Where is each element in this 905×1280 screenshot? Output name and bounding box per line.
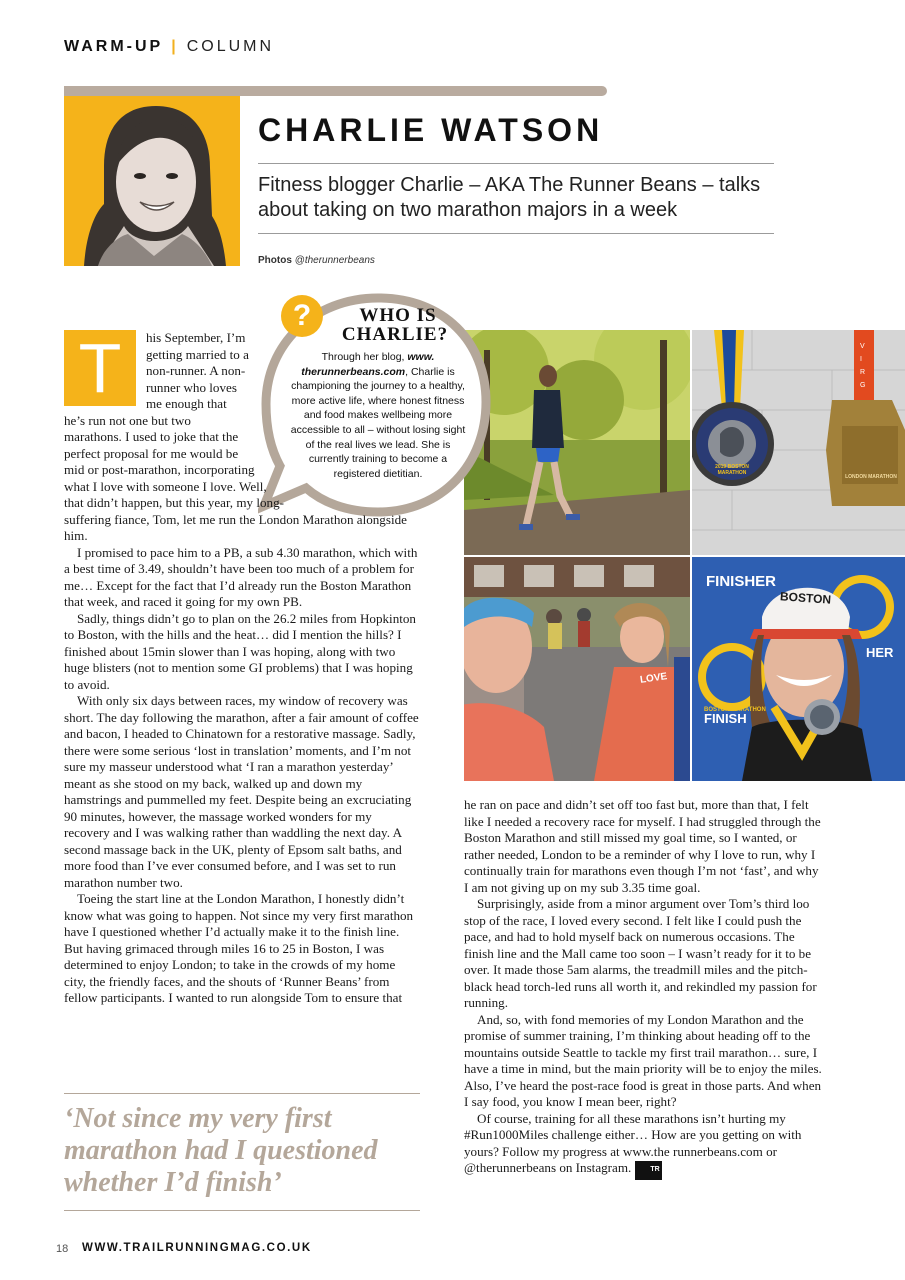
article-paragraph-6: he ran on pace and didn’t set off too fast but, more than that, I felt like I needed a recovery race for myself. I had struggled through the Boston Marathon and still missed my goal time, so I wanted, or rather needed, London to be a reminder of why I love to run, why I continually train for marathons even though I’m not ‘fast’, and why I am not giving up on my sub 3.35 time goal. (464, 797, 821, 895)
cap-text: BOSTON (779, 589, 832, 607)
article-paragraph-9-text: Of course, training for all these marathons isn’t hurting my #Run1000Miles challenge either… How are you getting on with yours? Follow my progress at www.the runnerbeans.com or @therunnerbeans on Instagram. (464, 1110, 802, 1175)
bubble-spacer (250, 330, 420, 500)
title-rule-top (258, 163, 774, 164)
medal-boston-text: 2019 BOSTON MARATHON (715, 464, 749, 476)
photo-credit (258, 255, 375, 266)
sidebar-title-line1: WHO IS (359, 305, 437, 326)
photo-credit-handle: @therunnerbeans (294, 255, 375, 266)
drop-cap-spacer (64, 330, 146, 412)
end-mark-badge: TR (635, 1161, 661, 1180)
article-paragraph-1: his September, I’m getting married to a non-runner. A non-runner who loves me enough that he’s run not one but two marathons. I used to joke that the perfect proposal for me would be mid or post-marathon, incorporating what I love with someone I love. Well, that didn’t happen, but this year, my long-suffering fiance, Tom, let me run the London Marathon alongside him. (64, 330, 407, 543)
pull-quote: ‘Not since my very first marathon had I questioned whether I’d finish’ (64, 1103, 378, 1198)
pullquote-rule-top (64, 1093, 420, 1094)
sidebar-body-pre: Through her blog, (321, 351, 408, 363)
finisher-text: FINISHER (706, 573, 777, 590)
pullquote-rule-bottom (64, 1210, 420, 1211)
section-label-separator: | (171, 38, 179, 55)
standfirst: Fitness blogger Charlie – AKA The Runner Beans – talks about taking on two marathon majors in a week (258, 174, 761, 221)
sidebar-blog-link[interactable]: www. therunnerbeans.com (301, 351, 435, 378)
section-label-primary: WARM-UP (64, 38, 164, 55)
photo-race-selfie-image (464, 557, 690, 781)
medal-london-text: LONDON MARATHON (845, 474, 897, 480)
question-icon-glyph: ? (292, 299, 312, 332)
photo-running-park (464, 330, 690, 555)
spacer (704, 707, 705, 708)
section-label (64, 38, 274, 56)
sidebar-title-line2: CHARLIE? (341, 324, 449, 345)
article-column-left (64, 330, 420, 1007)
photo-medals-image (692, 330, 905, 555)
article-paragraph-9 (464, 1111, 824, 1180)
sidebar-body-post: , Charlie is championing the journey to a healthy, more active life, where honest fitness and food makes wellbeing more accessible to all – without losing sight of the real lives we lead. She is currently training to become a registered dietitian. (290, 365, 466, 480)
header-rule (64, 86, 607, 96)
her-partial-text: HER (866, 645, 894, 660)
photo-race-selfie (464, 557, 690, 781)
author-portrait-illustration (64, 96, 240, 266)
article-paragraph-2: I promised to pace him to a PB, a sub 4.30 marathon, which with a best time of 3.49, shouldn’t have been too much of a problem for me… Except for the fact that I’d already run the Boston Marathon that week, and raced it going for my own PB. (64, 544, 418, 609)
section-label-secondary: COLUMN (186, 38, 275, 55)
backdrop-text: BOSTON MARATHON (704, 707, 766, 713)
author-portrait (64, 96, 240, 266)
photo-finisher (692, 557, 905, 781)
finish-partial-text: FINISH (704, 711, 747, 726)
article-column-right (464, 797, 824, 1180)
article-paragraph-4: With only six days between races, my window of recovery was short. The day following the marathon, after a fair amount of coffee and bacon, I headed to Chinatown for a restorative massage. Sadly, there were some serious ‘lost in translation’ moments, and I’m not sure my masseur understood what ‘I ran a marathon yesterday’ meant as she stood on my back, walked up and down my hamstrings and pummelled my feet. Despite being an excruciating 90 minutes, however, the massage worked wonders for my recovery and I was walking rather than waddling the next day. A second massage back in the UK, plenty of Epsom salt baths, and more food than I’ve ever consumed before, and I was set to run marathon number two. (64, 693, 419, 890)
article-paragraph-3: Sadly, things didn’t go to plan on the 26.2 miles from Hopkinton to Boston, with the hills and the heat… did I mention the hills? I finished about 15min slower than I was hoping, along with two huge blisters (not to mention some GI problems) that I was hoping to avoid. (64, 610, 416, 692)
article-paragraph-8: And, so, with fond memories of my London Marathon and the promise of summer training, I’m thinking about heading off to the mountains outside Seattle to tackle my first trail marathon… sure, I have a time in mind, but the main priority will be to enjoy the miles. Also, I’ve heard the post-race food is great in those parts. And when I say food, you know I mean beer, right? (464, 1011, 822, 1109)
photo-credit-label: Photos (258, 255, 292, 266)
article-paragraph-7: Surprisingly, aside from a minor argument over Tom’s third loo stop of the race, I loved every second. I felt like I could push the pace, and had to hold myself back on numerous occasions. The finish line and the Mall came too soon – I wasn’t ready for it to be over. It made those 5am alarms, the treadmill miles and the pitch-black head torch-led runs all worth it, and rekindled my passion for running. (464, 896, 817, 1010)
shirt-text: LOVE (639, 671, 668, 686)
article-title: CHARLIE WATSON (258, 112, 604, 148)
title-rule-bottom (258, 233, 774, 234)
article-paragraph-5: Toeing the start line at the London Marathon, I honestly didn’t know what was going to happen. Not since my very first marathon have I questioned whether I’d actually make it to the finish line. But having grimaced through miles 16 to 25 in Boston, I was determined to enjoy London; to take in the crowds of my home city, the friendly faces, and the shouts of ‘Runner Beans’ from fellow participants. I wanted to run alongside Tom to ensure that (64, 891, 414, 1005)
drop-cap: T (64, 330, 136, 406)
photo-running-park-image (464, 330, 690, 555)
footer-url: WWW.TRAILRUNNINGMAG.CO.UK (82, 1242, 312, 1254)
ribbon-text: V I R G (860, 343, 866, 389)
page-number: 18 (56, 1243, 69, 1255)
photo-medals (692, 330, 905, 555)
